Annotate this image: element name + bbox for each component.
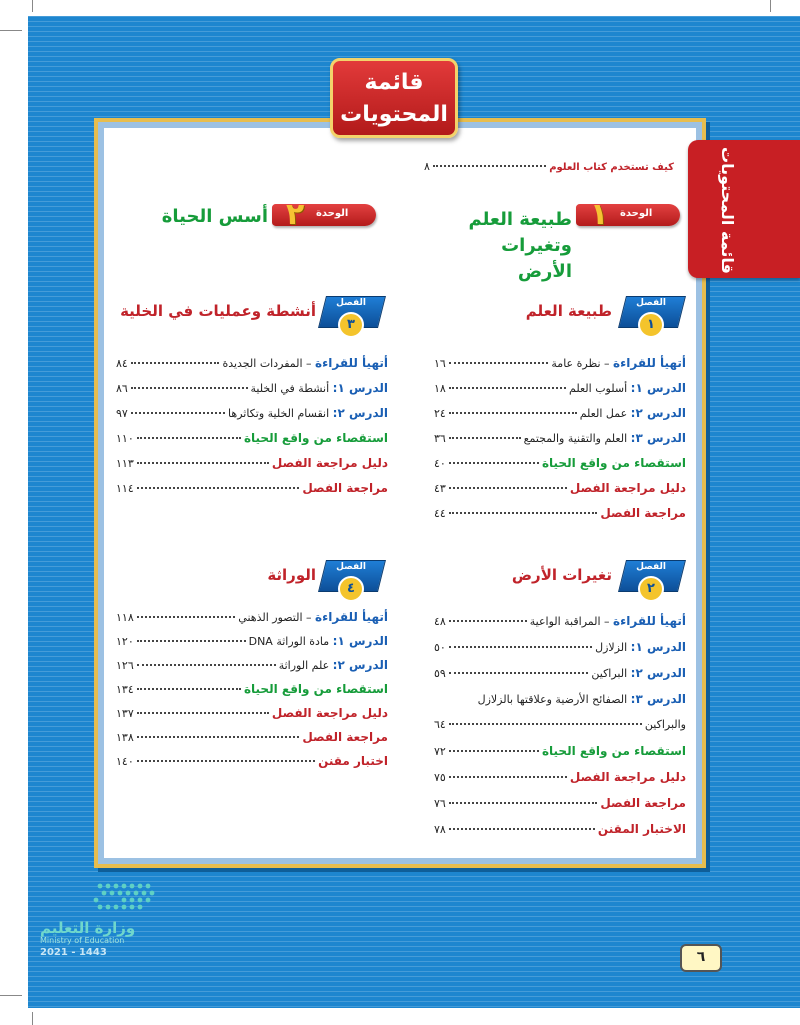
page-title <box>330 58 458 138</box>
toc-entry-page: ١٢٦ <box>116 659 134 672</box>
leader-dots <box>449 462 539 464</box>
logo-arabic-text: وزارة التعليم <box>40 919 136 937</box>
toc-entry[interactable] <box>434 640 686 654</box>
toc-entry-label <box>272 456 388 470</box>
leader-dots <box>449 412 577 414</box>
crop-mark <box>32 1012 33 1025</box>
toc-entry-label <box>600 796 686 810</box>
toc-entry-subtitle: أنشطة في الخلية <box>250 382 333 395</box>
toc-entry-label <box>302 730 388 744</box>
toc-entry-page: ٦٤ <box>434 718 446 731</box>
toc-entry-subtitle: الزلازل <box>595 641 631 654</box>
toc-entry-page: ١١٨ <box>116 611 134 624</box>
chapter-2-badge-label: الفصل <box>636 562 666 572</box>
leader-dots <box>131 387 248 389</box>
toc-entry[interactable] <box>434 666 686 680</box>
unit-1-number: ١ <box>590 197 609 232</box>
toc-entry-label <box>272 706 388 720</box>
crop-mark <box>32 0 33 12</box>
ministry-logo <box>40 880 190 960</box>
toc-entry[interactable] <box>434 431 686 445</box>
toc-entry[interactable] <box>116 682 388 696</box>
leader-dots <box>449 646 592 648</box>
toc-entry[interactable] <box>434 744 686 758</box>
toc-intro-row[interactable] <box>424 160 674 173</box>
chapter-3-title: أنشطة وعمليات في الخلية <box>120 302 316 320</box>
leader-dots <box>449 362 549 364</box>
chapter-2-title: تغيرات الأرض <box>511 566 612 584</box>
leader-dots <box>449 387 566 389</box>
toc-entry-page: ٤٠ <box>434 457 446 470</box>
toc-entry-label <box>600 506 686 520</box>
toc-entry-label <box>542 456 686 470</box>
chapter-2-badge <box>622 560 680 600</box>
toc-entry-label <box>244 431 388 445</box>
toc-entry-label <box>530 614 686 628</box>
toc-entry-heading: دليل مراجعة الفصل <box>569 481 686 495</box>
toc-entry-subtitle: أسلوب العلم <box>569 382 631 395</box>
toc-entry-label <box>569 381 686 395</box>
leader-dots <box>131 412 225 414</box>
leader-dots <box>449 487 567 489</box>
leader-dots <box>449 828 595 830</box>
toc-entry-subtitle: الصفائح الأرضية وعلاقتها بالزلازل <box>477 693 631 706</box>
unit-1-badge: الوحدة <box>620 208 653 219</box>
unit-1-title-line2: الأرض <box>517 261 572 282</box>
side-tab-label: قائمة المحتويات <box>718 146 737 274</box>
toc-entry-heading: أتهيأ للقراءة <box>613 356 686 370</box>
toc-entry-subtitle: – المفردات الجديدة <box>222 357 316 370</box>
toc-entry-label <box>570 481 686 495</box>
toc-entry-page: ٤٣ <box>434 482 446 495</box>
unit-1-title <box>400 207 572 285</box>
toc-entry[interactable] <box>434 456 686 470</box>
leader-dots <box>137 688 241 690</box>
toc-entry[interactable] <box>116 754 388 768</box>
toc-entry-label <box>598 822 686 836</box>
toc-entry-heading: الدرس ٣: <box>630 692 686 706</box>
page-number: ٦ <box>680 944 722 972</box>
toc-entry-label <box>302 481 388 495</box>
toc-entry-heading: الدرس ١: <box>332 381 388 395</box>
chapter-3-number: ٣ <box>338 312 364 338</box>
toc-entry-page: ١٣٧ <box>116 707 134 720</box>
toc-entry-subtitle: عمل العلم <box>579 407 631 420</box>
toc-entry-label <box>249 634 388 648</box>
crop-mark <box>770 0 771 12</box>
toc-entry-heading: الدرس ١: <box>630 640 686 654</box>
toc-entry[interactable] <box>116 381 388 395</box>
unit-1-title-line1: طبيعة العلم وتغيرات <box>468 209 572 256</box>
toc-entry-heading: استقصاء من واقع الحياة <box>541 744 686 758</box>
toc-entry-page: ١١٠ <box>116 432 134 445</box>
leader-dots <box>449 437 521 439</box>
toc-entry[interactable] <box>116 730 388 744</box>
toc-entry-page: ١١٣ <box>116 457 134 470</box>
toc-entry-label <box>478 692 686 706</box>
toc-entry-subtitle: مادة الوراثة DNA <box>248 635 333 648</box>
toc-entry-heading: مراجعة الفصل <box>302 730 388 744</box>
toc-entry-heading: دليل مراجعة الفصل <box>569 770 686 784</box>
toc-entry-page: ٧٥ <box>434 771 446 784</box>
unit-2-number: ٢ <box>286 197 305 232</box>
toc-entry-heading: دليل مراجعة الفصل <box>271 456 388 470</box>
toc-entry[interactable] <box>434 822 686 836</box>
toc-entry-page: ١١٤ <box>116 482 134 495</box>
toc-entry-label <box>542 744 686 758</box>
page-title-line2: المحتويات <box>340 102 448 127</box>
toc-entry-page: ١٨ <box>434 382 446 395</box>
toc-entry-label <box>645 718 686 731</box>
toc-entry-heading: مراجعة الفصل <box>302 481 388 495</box>
chapter-2-number: ٢ <box>638 576 664 602</box>
toc-entry[interactable] <box>116 658 388 672</box>
toc-entry[interactable] <box>116 431 388 445</box>
leader-dots <box>137 437 241 439</box>
leader-dots <box>449 512 597 514</box>
toc-entry-heading: استقصاء من واقع الحياة <box>243 431 388 445</box>
toc-entry-page: ١٣٨ <box>116 731 134 744</box>
chapter-3-badge <box>322 296 380 336</box>
toc-entry-page: ١٦ <box>434 357 446 370</box>
toc-entry-subtitle: انقسام الخلية وتكاثرها <box>228 407 333 420</box>
toc-entry-page: ٩٧ <box>116 407 128 420</box>
toc-entry-page: ٢٤ <box>434 407 446 420</box>
leader-dots <box>433 165 546 167</box>
toc-entry[interactable] <box>434 770 686 784</box>
toc-entry-label <box>318 754 388 768</box>
toc-entry-heading: استقصاء من واقع الحياة <box>243 682 388 696</box>
toc-entry[interactable] <box>434 381 686 395</box>
toc-entry[interactable] <box>116 610 388 624</box>
toc-entry-subtitle: والبراكين <box>644 718 686 731</box>
toc-entry-label <box>570 770 686 784</box>
chapter-4-number: ٤ <box>338 576 364 602</box>
toc-entry-subtitle: علم الوراثة <box>278 659 333 672</box>
logo-mark-icon <box>40 880 180 916</box>
leader-dots <box>137 616 236 618</box>
toc-entry-label <box>244 682 388 696</box>
toc-entry[interactable] <box>434 506 686 520</box>
toc-entry-page: ٧٨ <box>434 823 446 836</box>
toc-entry-subtitle: – نظرة عامة <box>551 357 614 370</box>
toc-entry[interactable] <box>434 481 686 495</box>
toc-entry-label <box>524 431 686 445</box>
toc-entry-page: ١٢٠ <box>116 635 134 648</box>
toc-entry-label <box>551 356 686 370</box>
toc-entry[interactable] <box>434 406 686 420</box>
toc-entry[interactable] <box>116 356 388 370</box>
chapter-1-title: طبيعة العلم <box>525 302 612 320</box>
toc-entry-subtitle: – المراقبة الواعية <box>529 615 614 628</box>
leader-dots <box>137 487 300 489</box>
toc-entry-heading: الدرس ٢: <box>630 666 686 680</box>
toc-entry-subtitle: البراكين <box>591 667 631 680</box>
toc-entry-page: ٨٤ <box>116 357 128 370</box>
toc-entry-page: ١٤٠ <box>116 755 134 768</box>
toc-entry-page: ٧٢ <box>434 745 446 758</box>
toc-entry[interactable] <box>116 634 388 648</box>
toc-entry[interactable] <box>434 614 686 628</box>
toc-entry-heading: دليل مراجعة الفصل <box>271 706 388 720</box>
toc-entry-heading: مراجعة الفصل <box>600 506 686 520</box>
toc-entry-heading: أتهيأ للقراءة <box>315 356 388 370</box>
unit-2-badge: الوحدة <box>316 208 349 219</box>
leader-dots <box>449 672 589 674</box>
toc-entry-page: ٨٦ <box>116 382 128 395</box>
page-title-line1: قائمة <box>364 70 424 95</box>
toc-entry-label <box>222 356 388 370</box>
chapter-1-badge <box>622 296 680 336</box>
logo-english-text: Ministry of Education <box>40 936 125 945</box>
leader-dots <box>449 776 567 778</box>
chapter-1-number: ١ <box>638 312 664 338</box>
toc-entry[interactable] <box>434 718 686 731</box>
leader-dots <box>449 750 539 752</box>
toc-entry-heading: الدرس ١: <box>332 634 388 648</box>
toc-entry-label <box>595 640 686 654</box>
toc-entry-subtitle: – التصور الذهني <box>238 611 316 624</box>
leader-dots <box>137 736 300 738</box>
toc-entry-heading: الدرس ٢: <box>332 658 388 672</box>
toc-entry-label <box>591 666 686 680</box>
leader-dots <box>449 802 597 804</box>
toc-entry[interactable] <box>116 406 388 420</box>
toc-entry-heading: أتهيأ للقراءة <box>315 610 388 624</box>
toc-entry-page: ٤٤ <box>434 507 446 520</box>
leader-dots <box>449 620 527 622</box>
toc-entry[interactable] <box>434 796 686 810</box>
toc-entry[interactable] <box>434 692 686 706</box>
toc-entry-heading: استقصاء من واقع الحياة <box>541 456 686 470</box>
toc-entry-heading: الدرس ٣: <box>630 431 686 445</box>
leader-dots <box>137 640 246 642</box>
toc-entry-label <box>279 658 388 672</box>
toc-entry-page: ٥٩ <box>434 667 446 680</box>
toc-entry-subtitle: العلم والتقنية والمجتمع <box>523 432 631 445</box>
crop-mark <box>0 30 22 31</box>
leader-dots <box>137 760 315 762</box>
logo-year: 2021 - 1443 <box>40 947 107 958</box>
toc-entry[interactable] <box>116 481 388 495</box>
chapter-4-badge <box>322 560 380 600</box>
toc-entry-heading: الدرس ١: <box>630 381 686 395</box>
leader-dots <box>137 462 269 464</box>
toc-entry-page: ١٣٤ <box>116 683 134 696</box>
unit-2-title: أسس الحياة <box>161 206 268 227</box>
toc-entry-label <box>228 406 388 420</box>
crop-mark <box>0 995 22 996</box>
toc-entry-heading: الاختبار المقنن <box>597 822 686 836</box>
toc-entry[interactable] <box>116 706 388 720</box>
toc-entry-page: ٧٦ <box>434 797 446 810</box>
toc-entry-heading: الدرس ٢: <box>630 406 686 420</box>
chapter-4-title: الوراثة <box>267 566 316 584</box>
toc-entry-heading: الدرس ٢: <box>332 406 388 420</box>
toc-entry-heading: أتهيأ للقراءة <box>613 614 686 628</box>
leader-dots <box>449 723 642 725</box>
toc-entry-label <box>580 406 686 420</box>
toc-entry-page: ٣٦ <box>434 432 446 445</box>
leader-dots <box>131 362 220 364</box>
toc-intro-label: كيف تستخدم كتاب العلوم <box>549 162 674 173</box>
leader-dots <box>137 712 269 714</box>
toc-entry[interactable] <box>116 456 388 470</box>
chapter-3-badge-label: الفصل <box>336 298 366 308</box>
toc-entry-heading: اختبار مقنن <box>318 754 388 768</box>
toc-entry-page: ٥٠ <box>434 641 446 654</box>
toc-entry[interactable] <box>434 356 686 370</box>
toc-intro-page: ٨ <box>424 160 430 173</box>
toc-entry-heading: مراجعة الفصل <box>600 796 686 810</box>
leader-dots <box>137 664 276 666</box>
toc-entry-page: ٤٨ <box>434 615 446 628</box>
chapter-1-badge-label: الفصل <box>636 298 666 308</box>
toc-entry-label <box>251 381 388 395</box>
chapter-4-badge-label: الفصل <box>336 562 366 572</box>
toc-entry-label <box>238 610 388 624</box>
